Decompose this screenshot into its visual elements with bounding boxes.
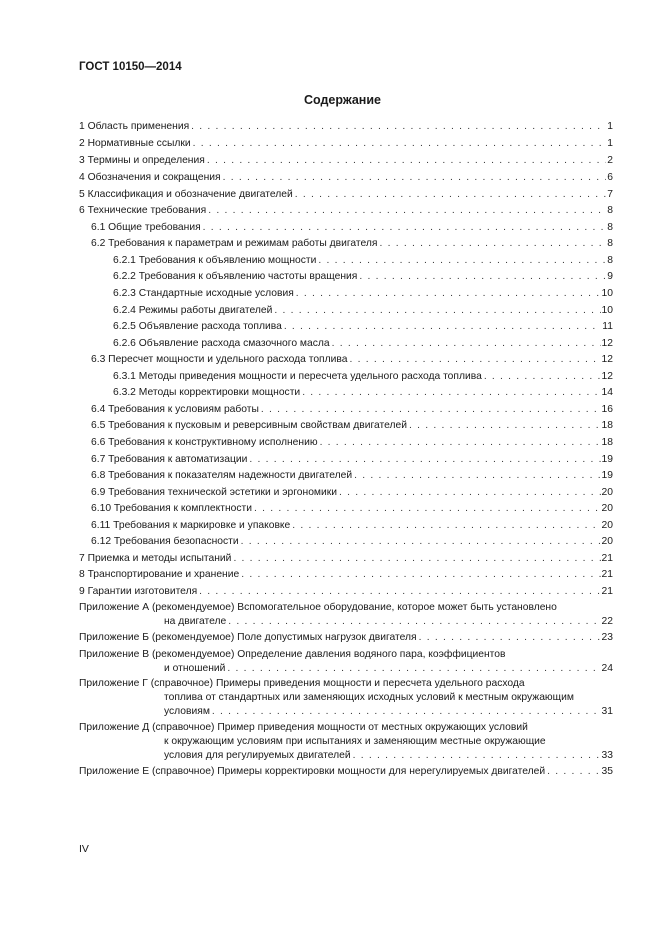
toc-entry-title: 8 Транспортирование и хранение	[79, 569, 240, 580]
page-title: Содержание	[303, 93, 381, 107]
toc-appendix-line: Приложение Д (справочное) Пример приведения мощности от местных окружающих условий	[79, 722, 528, 733]
dot-leader	[295, 187, 607, 202]
toc-page-number: 1	[607, 138, 613, 149]
toc-appendix[interactable]	[79, 764, 613, 779]
toc-appendix[interactable]	[79, 614, 613, 629]
toc-item[interactable]	[79, 435, 613, 450]
toc-item[interactable]	[79, 418, 613, 433]
toc-appendix[interactable]	[79, 704, 613, 719]
toc-entry-title: 6.2.6 Объявление расхода смазочного масла	[113, 338, 330, 349]
toc-page-number: 8	[607, 238, 613, 249]
toc-page-number: 9	[607, 271, 613, 282]
toc-item[interactable]	[79, 385, 613, 400]
toc-page-number: 23	[601, 632, 613, 643]
toc-entry-title: 5 Классификация и обозначение двигателей	[79, 189, 293, 200]
toc-entry-title: 6.3.2 Методы корректировки мощности	[113, 387, 301, 398]
dot-leader	[349, 352, 600, 367]
dot-leader	[203, 220, 607, 235]
toc-appendix-line: к окружающим условиям при испытаниях и заменяющим местные окружающие	[164, 736, 546, 747]
toc-page-number: 31	[601, 706, 613, 717]
dot-leader	[354, 468, 600, 483]
toc-entry-title: 6.7 Требования к автоматизации	[91, 454, 248, 465]
toc-entry-title: 6.2.2 Требования к объявлению частоты вращения	[113, 271, 358, 282]
toc-page-number: 6	[607, 172, 613, 183]
toc-page-number: 18	[601, 420, 613, 431]
dot-leader	[484, 369, 601, 384]
dot-leader	[212, 704, 601, 719]
toc-item[interactable]	[79, 518, 613, 533]
toc-page-number: 19	[601, 470, 613, 481]
dot-leader	[199, 584, 600, 599]
toc-item[interactable]	[79, 286, 613, 301]
toc-page-number: 12	[601, 338, 613, 349]
toc-item[interactable]	[79, 187, 613, 202]
toc-appendix[interactable]	[79, 661, 613, 676]
toc-entry-title: 2 Нормативные ссылки	[79, 138, 191, 149]
toc-entry-title: 7 Приемка и методы испытаний	[79, 553, 232, 564]
toc-entry-title: условиям	[164, 706, 210, 717]
toc-item[interactable]	[79, 468, 613, 483]
toc-item[interactable]	[79, 203, 613, 218]
toc-entry-title: 9 Гарантии изготовителя	[79, 586, 198, 597]
toc-item[interactable]	[79, 253, 613, 268]
toc-entry-title: 6.6 Требования к конструктивному исполнению	[91, 437, 318, 448]
toc-entry-title: 6.12 Требования безопасности	[91, 536, 239, 547]
toc-page-number: 35	[601, 766, 613, 777]
toc-entry-title: 6.3.1 Методы приведения мощности и пересчета удельного расхода топлива	[113, 371, 482, 382]
toc-page-number: 12	[601, 354, 613, 365]
dot-leader	[419, 630, 601, 645]
toc-entry-title: 6.5 Требования к пусковым и реверсивным свойствам двигателей	[91, 420, 407, 431]
toc-item[interactable]	[79, 501, 613, 516]
toc-page-number: 16	[601, 404, 613, 415]
dot-leader	[193, 136, 607, 151]
toc-entry-title: 6.10 Требования к комплектности	[91, 503, 252, 514]
dot-leader	[353, 748, 601, 763]
dot-leader	[191, 119, 606, 134]
toc-item[interactable]	[79, 452, 613, 467]
toc-page-number: 20	[601, 536, 613, 547]
toc-page-number: 20	[601, 503, 613, 514]
toc-item[interactable]	[79, 136, 613, 151]
toc-entry-title: и отношений	[164, 663, 226, 674]
toc-item[interactable]	[79, 303, 613, 318]
toc-page-number: 24	[601, 663, 613, 674]
toc-page-number: 20	[601, 520, 613, 531]
dot-leader	[380, 236, 607, 251]
toc-item[interactable]	[79, 319, 613, 334]
toc-appendix-line: Приложение В (рекомендуемое) Определение давления водяного пара, коэффициентов	[79, 649, 506, 660]
dot-leader	[332, 336, 601, 351]
toc-entry-title: условия для регулируемых двигателей	[164, 750, 351, 761]
toc-item[interactable]	[79, 119, 613, 134]
toc-item[interactable]	[79, 170, 613, 185]
toc-entry-title: 6.2.1 Требования к объявлению мощности	[113, 255, 317, 266]
dot-leader	[241, 534, 601, 549]
toc-page-number: 7	[607, 189, 613, 200]
toc-entry-title: 6.2 Требования к параметрам и режимам работы двигателя	[91, 238, 378, 249]
dot-leader	[254, 501, 601, 516]
toc-appendix-line: Приложение Г (справочное) Примеры приведения мощности и пересчета удельного расхода	[79, 678, 525, 689]
toc-page-number: 10	[601, 305, 613, 316]
toc-entry-title: 6.3 Пересчет мощности и удельного расхода топлива	[91, 354, 348, 365]
toc-entry-title: 6.4 Требования к условиям работы	[91, 404, 259, 415]
toc-entry-title: 6.9 Требования технической эстетики и эргономики	[91, 487, 338, 498]
dot-leader	[261, 402, 601, 417]
toc-item[interactable]	[79, 220, 613, 235]
dot-leader	[320, 435, 601, 450]
dot-leader	[292, 518, 600, 533]
toc-page-number: 11	[602, 321, 613, 332]
toc-item[interactable]	[79, 336, 613, 351]
toc-page-number: 21	[601, 586, 613, 597]
toc-item[interactable]	[79, 402, 613, 417]
dot-leader	[207, 153, 606, 168]
toc-entry-title: на двигателе	[164, 616, 227, 627]
dot-leader	[233, 551, 600, 566]
toc-page-number: 14	[601, 387, 613, 398]
toc-page-number: 22	[601, 616, 613, 627]
dot-leader	[223, 170, 607, 185]
dot-leader	[284, 319, 601, 334]
dot-leader	[339, 485, 601, 500]
toc-entry-title: Приложение Е (справочное) Примеры корректировки мощности для нерегулируемых двигателей	[79, 766, 546, 777]
toc-item[interactable]	[79, 153, 613, 168]
toc-item[interactable]	[79, 584, 613, 599]
toc-entry-title: 1 Область применения	[79, 121, 190, 132]
toc-entry-title: 6.1 Общие требования	[91, 222, 201, 233]
toc-page-number: 33	[601, 750, 613, 761]
toc-item[interactable]	[79, 269, 613, 284]
toc-appendix-line: топлива от стандартных или заменяющих исходных условий к местным окружающим	[164, 692, 574, 703]
toc-entry-title: Приложение Б (рекомендуемое) Поле допустимых нагрузок двигателя	[79, 632, 417, 643]
dot-leader	[227, 661, 600, 676]
toc-item[interactable]	[79, 551, 613, 566]
toc-page-number: 8	[607, 222, 613, 233]
dot-leader	[208, 203, 606, 218]
toc-page-number: 1	[607, 121, 613, 132]
toc-page-number: 19	[601, 454, 613, 465]
toc-entry-title: 6.2.5 Объявление расхода топлива	[113, 321, 282, 332]
toc-page-number: 8	[607, 255, 613, 266]
toc-item[interactable]	[79, 567, 613, 582]
toc-page-number: 12	[601, 371, 613, 382]
toc-page-number: 10	[601, 288, 613, 299]
toc-item[interactable]	[79, 369, 613, 384]
dot-leader	[359, 269, 606, 284]
toc-page-number: 18	[601, 437, 613, 448]
dot-leader	[241, 567, 600, 582]
toc-page-number: 20	[601, 487, 613, 498]
dot-leader	[274, 303, 600, 318]
toc-item[interactable]	[79, 236, 613, 251]
toc-entry-title: 6.2.4 Режимы работы двигателей	[113, 305, 273, 316]
dot-leader	[228, 614, 600, 629]
toc-appendix-line: Приложение А (рекомендуемое) Вспомогательное оборудование, которое может быть установлено	[79, 602, 557, 613]
toc-page-number: 21	[601, 569, 613, 580]
toc-entry-title: 6.2.3 Стандартные исходные условия	[113, 288, 294, 299]
toc-page-number: 2	[607, 155, 613, 166]
toc-item[interactable]	[79, 485, 613, 500]
toc-page-number: 8	[607, 205, 613, 216]
dot-leader	[318, 253, 606, 268]
toc-entry-title: 3 Термины и определения	[79, 155, 205, 166]
toc-appendix[interactable]	[79, 630, 613, 645]
toc-entry-title: 6.8 Требования к показателям надежности двигателей	[91, 470, 353, 481]
toc-appendix[interactable]	[79, 748, 613, 763]
toc-item[interactable]	[79, 352, 613, 367]
page-folio: IV	[79, 843, 89, 855]
toc-entry-title: 6 Технические требования	[79, 205, 207, 216]
dot-leader	[547, 764, 600, 779]
toc-item[interactable]	[79, 534, 613, 549]
standard-designation: ГОСТ 10150—2014	[79, 61, 182, 73]
dot-leader	[249, 452, 600, 467]
toc-entry-title: 6.11 Требования к маркировке и упаковке	[91, 520, 291, 531]
dot-leader	[302, 385, 600, 400]
toc-page-number: 21	[601, 553, 613, 564]
dot-leader	[296, 286, 601, 301]
dot-leader	[409, 418, 601, 433]
toc-entry-title: 4 Обозначения и сокращения	[79, 172, 221, 183]
